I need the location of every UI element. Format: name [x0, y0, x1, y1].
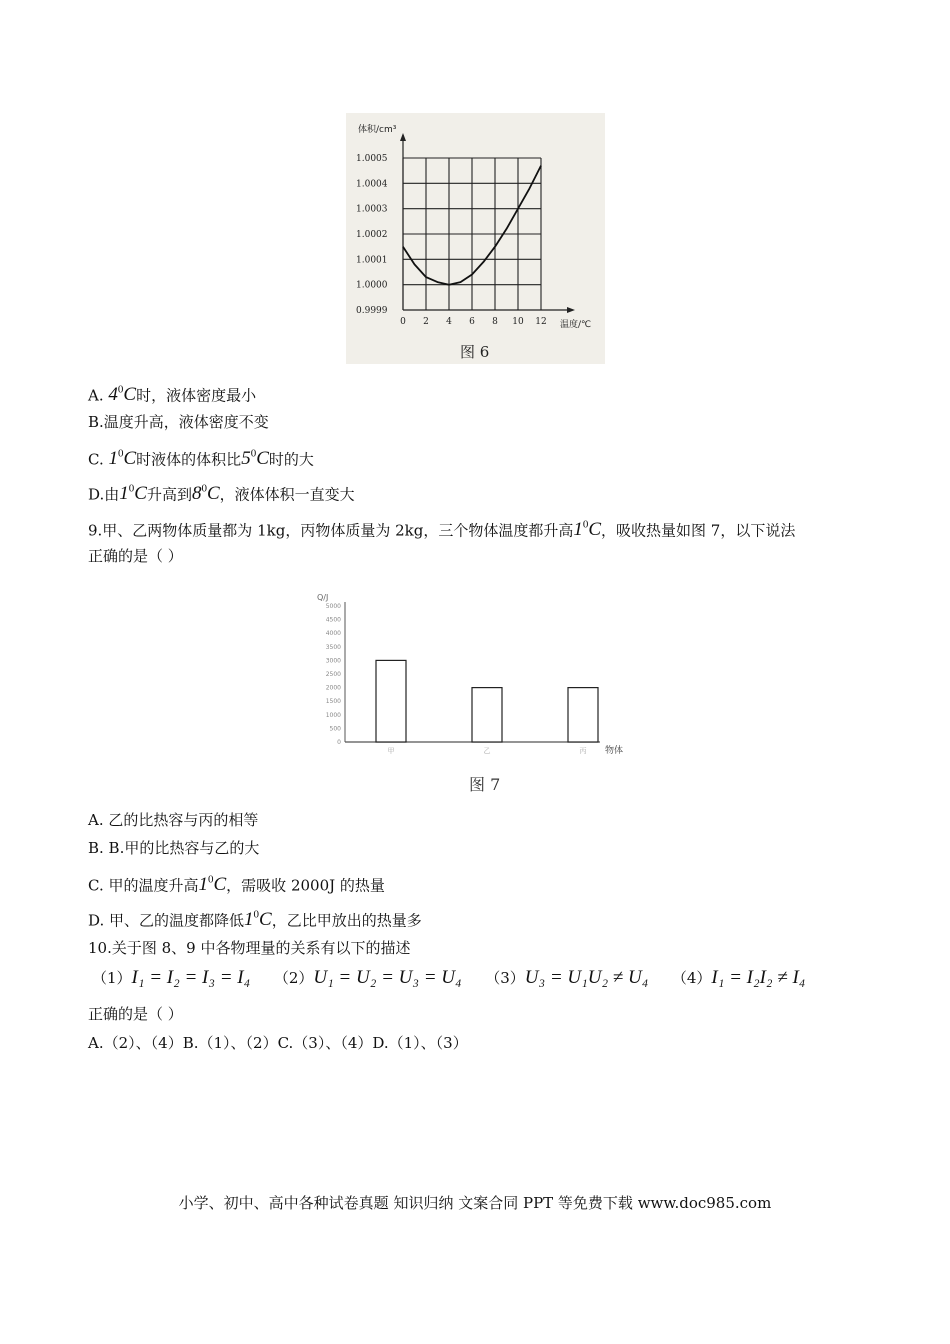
q9-option-d — [88, 905, 422, 930]
question-text: ，吸收热量如图 7，以下说法 — [601, 521, 796, 540]
y-tick-label: 2500 — [325, 671, 341, 678]
figure-7-bar-chart — [305, 580, 645, 800]
temperature — [244, 909, 272, 930]
temp-unit: C — [206, 483, 220, 505]
option-text: C. 甲的温度升高 — [88, 876, 199, 895]
y-tick-label: 1.0002 — [356, 230, 388, 240]
q9-stem-line-2 — [88, 546, 183, 566]
x-tick-label: 6 — [469, 317, 475, 327]
item-label: （1） — [92, 969, 132, 987]
temp-unit: C — [213, 874, 227, 896]
y-axis-arrow — [400, 133, 406, 141]
x-axis-label: 物体 — [605, 746, 624, 756]
temp-unit: C — [123, 384, 137, 406]
relation-1: I₁ = I₂ = I₃ = I₄ — [131, 967, 251, 988]
x-tick-label: 4 — [446, 317, 452, 327]
y-tick-label: 0 — [337, 739, 341, 746]
y-tick-label: 500 — [329, 725, 341, 733]
option-label: A. — [88, 386, 109, 405]
option-text: 时，液体密度最小 — [136, 386, 257, 405]
y-tick-label: 1.0005 — [356, 154, 388, 164]
y-tick-label: 3000 — [325, 657, 341, 665]
x-tick-label: 10 — [512, 317, 524, 327]
temp-number: 8 — [191, 483, 202, 505]
temp-number: 1 — [108, 448, 118, 470]
y-tick-label: 1.0003 — [356, 204, 388, 215]
category-label: 甲 — [387, 747, 395, 755]
option-text: ，需吸收 2000J 的热量 — [226, 876, 385, 895]
q9-option-b — [88, 838, 259, 858]
question-text: 正确的是（ ） — [88, 1005, 183, 1023]
x-axis-arrow — [567, 307, 575, 313]
category-label: 丙 — [579, 747, 587, 755]
x-tick-label: 2 — [423, 317, 429, 327]
item-label: （4） — [671, 969, 712, 987]
y-tick-label: 1.0001 — [356, 255, 388, 266]
x-axis-label: 温度/℃ — [560, 320, 592, 330]
temperature — [192, 483, 220, 504]
option-label: C. — [88, 450, 109, 469]
y-tick-label: 2000 — [325, 684, 341, 692]
temp-number: 5 — [241, 448, 251, 470]
figure-6-caption: 图 6 — [460, 343, 490, 361]
y-tick-label: 3500 — [325, 643, 341, 651]
temperature — [573, 519, 601, 540]
q8-option-d — [88, 479, 355, 504]
option-text: 时液体的体积比 — [136, 450, 242, 469]
degree-sup: 0 — [253, 909, 260, 921]
temp-number: 4 — [108, 384, 118, 406]
relation-3: U₃ = U₁U₂ ≠ U₄ — [524, 967, 649, 988]
degree-sup: 0 — [207, 874, 214, 886]
category-label: 乙 — [483, 747, 491, 755]
temperature — [108, 384, 136, 405]
degree-sup: 0 — [128, 483, 135, 495]
y-tick-label: 1.0000 — [356, 280, 388, 291]
y-tick-label: 1000 — [325, 711, 341, 719]
option-text: A.（2）、（4）B.（1）、（2）C.（3）、（4）D.（1）、（3） — [88, 1034, 468, 1052]
option-text: 时的大 — [268, 450, 314, 469]
degree-sup: 0 — [201, 483, 207, 495]
y-tick-label: 4000 — [325, 630, 341, 638]
option-text: A. 乙的比热容与丙的相等 — [88, 811, 259, 829]
temp-number: 1 — [198, 874, 208, 896]
temp-unit: C — [123, 448, 137, 470]
figure-6 — [346, 113, 605, 364]
option-text: B. B.甲的比热容与乙的大 — [88, 839, 260, 857]
relation-4: I₁ = I₂I₂ ≠ I₄ — [711, 967, 806, 988]
q9-stem-line-1 — [88, 515, 795, 540]
q8-option-b — [88, 412, 269, 432]
q9-option-a — [88, 810, 258, 830]
degree-sup: 0 — [250, 448, 257, 460]
temperature — [198, 874, 226, 895]
q10-relations — [92, 968, 805, 988]
question-text: 正确的是（ ） — [88, 547, 183, 565]
bar-1 — [376, 660, 406, 742]
temp-unit: C — [256, 448, 269, 470]
y-tick-label: 4500 — [325, 616, 341, 624]
temp-number: 1 — [573, 519, 583, 541]
temperature — [241, 448, 269, 469]
page-footer: 小学、初中、高中各种试卷真题 知识归纳 文案合同 PPT 等免费下载 www.doc985.com — [178, 1194, 772, 1212]
y-tick-label: 5000 — [325, 603, 341, 610]
option-text: ，乙比甲放出的热量多 — [271, 911, 422, 930]
x-tick-label: 8 — [492, 317, 498, 327]
x-tick-label: 12 — [535, 317, 547, 327]
option-label: D.由 — [88, 485, 120, 504]
item-label: （2） — [273, 969, 314, 987]
temperature — [119, 483, 147, 504]
option-text: D. 甲、乙的温度都降低 — [88, 911, 245, 930]
temp-unit: C — [259, 909, 272, 931]
temp-unit: C — [134, 483, 147, 505]
q10-ask — [88, 1004, 183, 1024]
temperature — [108, 448, 136, 469]
degree-sup: 0 — [117, 384, 124, 396]
option-text: 升高到 — [146, 485, 192, 504]
item-label: （3） — [485, 969, 525, 987]
bar-3 — [568, 688, 598, 742]
relation-2: U₁ = U₂ = U₃ = U₄ — [313, 967, 462, 988]
question-text: 10.关于图 8、9 中各物理量的关系有以下的描述 — [88, 939, 411, 957]
degree-sup: 0 — [117, 448, 124, 460]
q9-option-c — [88, 870, 385, 895]
y-tick-label: 0.9999 — [356, 306, 388, 316]
q10-stem — [88, 938, 410, 958]
y-tick-label: 1.0004 — [356, 179, 388, 190]
y-tick-label: 1500 — [325, 698, 341, 706]
temp-unit: C — [588, 519, 602, 541]
q8-option-a — [88, 380, 256, 405]
bar-2 — [472, 688, 502, 742]
q8-option-c — [88, 444, 314, 469]
figure-6-line-chart — [346, 113, 605, 364]
y-axis-label: Q/J — [317, 593, 329, 602]
temp-number: 1 — [119, 483, 129, 505]
option-text: ，液体体积一直变大 — [219, 485, 355, 504]
figure-7-caption: 图 7 — [469, 775, 501, 794]
x-tick-label: 0 — [400, 317, 406, 327]
degree-sup: 0 — [582, 519, 589, 531]
q10-options — [88, 1033, 468, 1053]
option-text: B.温度升高，液体密度不变 — [88, 413, 269, 431]
figure-7 — [305, 580, 645, 800]
temp-number: 1 — [244, 909, 254, 931]
y-axis-label: 体积/cm³ — [358, 125, 397, 135]
question-text: 9.甲、乙两物体质量都为 1kg，丙物体质量为 2kg，三个物体温度都升高 — [88, 521, 574, 540]
